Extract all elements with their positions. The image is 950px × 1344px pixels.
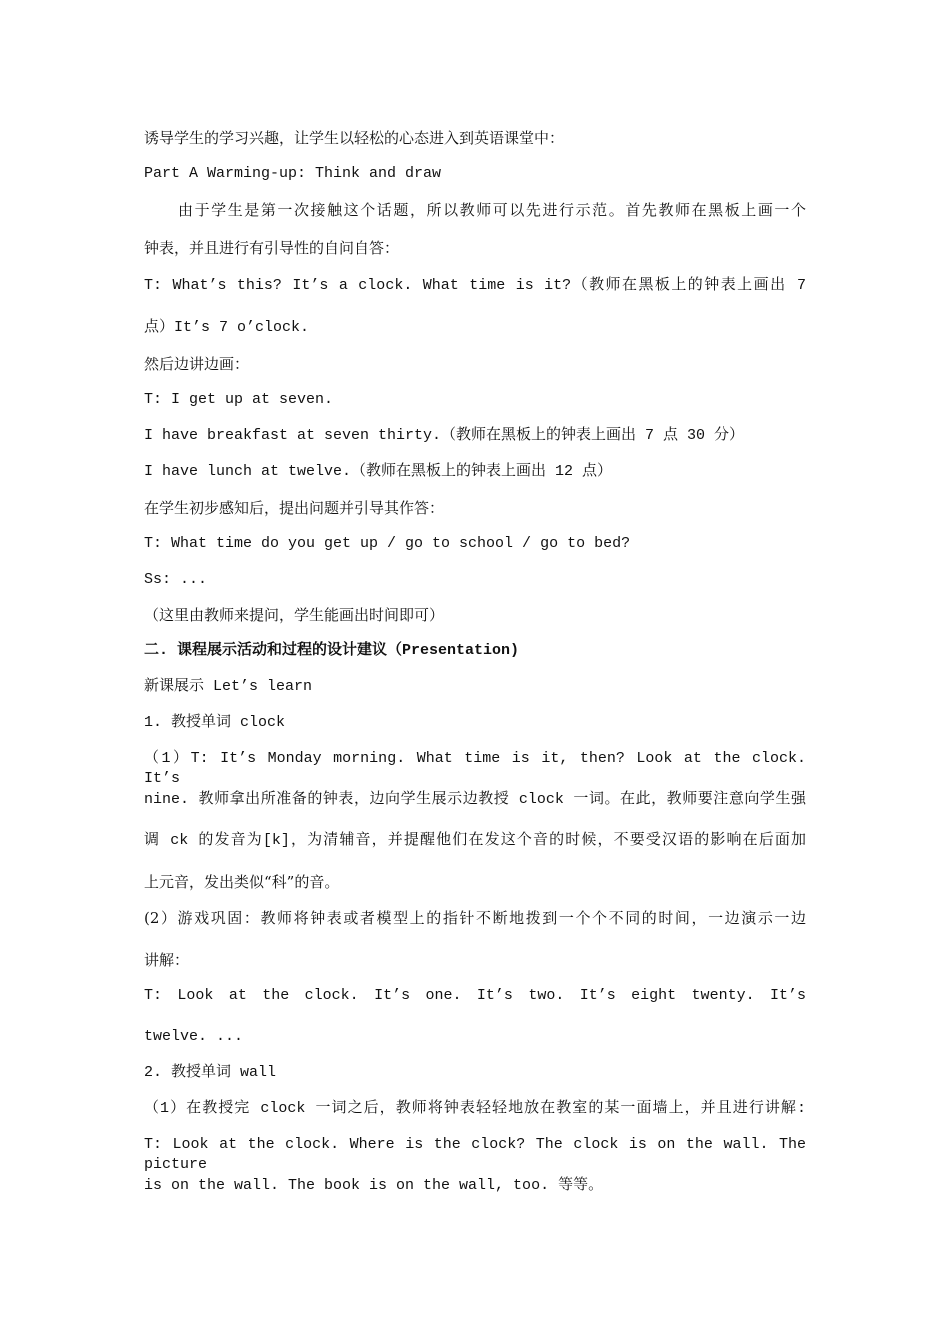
paragraph-line: （1）T: It’s Monday morning. What time is it, then? Look at the clock. It’s: [144, 750, 806, 787]
dialogue-line: I have lunch at twelve.（教师在黑板上的钟表上画出 12 点）: [144, 463, 613, 480]
paragraph-line: 上元音，发出类似“科”的音。: [144, 873, 340, 891]
dialogue-line: 点）It’s 7 o’clock.: [144, 319, 310, 336]
paragraph-line: 钟表，并且进行有引导性的自问自答：: [144, 239, 400, 257]
dialogue-line: T: I get up at seven.: [144, 391, 334, 408]
item-heading-wall: 2. 教授单词 wall: [144, 1064, 277, 1081]
paragraph-line: 讲解：: [144, 951, 190, 969]
paragraph-line: （1）在教授完 clock 一词之后，教师将钟表轻轻地放在教室的某一面墙上，并且进行讲解:: [144, 1100, 806, 1117]
dialogue-line: is on the wall. The book is on the wall, too. 等等。: [144, 1177, 604, 1194]
paragraph-line: nine. 教师拿出所准备的钟表，边向学生展示边教授 clock 一词。在此，教师要注意向学生强: [144, 791, 806, 808]
paragraph-line: 在学生初步感知后，提出问题并引导其作答：: [144, 499, 445, 517]
dialogue-line: Ss: ...: [144, 571, 208, 588]
item-heading-clock: 1. 教授单词 clock: [144, 714, 286, 731]
part-a-heading: Part A Warming-up: Think and draw: [144, 165, 442, 182]
paragraph-line: (2）游戏巩固：教师将钟表或者模型上的指针不断地拨到一个个不同的时间，一边演示一边: [144, 909, 806, 927]
dialogue-line: T: Look at the clock. Where is the clock? The clock is on the wall. The picture: [144, 1136, 806, 1173]
dialogue-line: T: Look at the clock. It’s one. It’s two. It’s eight twenty. It’s: [144, 987, 806, 1004]
paragraph-line: 调 ck 的发音为[k]，为清辅音，并提醒他们在发这个音的时候，不要受汉语的影响在后面加: [144, 832, 806, 849]
dialogue-line: T: What’s this? It’s a clock. What time is it?（教师在黑板上的钟表上画出 7: [144, 277, 806, 294]
subsection-heading: 新课展示 Let’s learn: [144, 678, 313, 695]
intro-line: 诱导学生的学习兴趣，让学生以轻松的心态进入到英语课堂中：: [144, 129, 565, 147]
dialogue-line: twelve. ...: [144, 1028, 244, 1045]
paragraph-line: 由于学生是第一次接触这个话题，所以教师可以先进行示范。首先教师在黑板上画一个: [178, 201, 806, 219]
dialogue-line: T: What time do you get up / go to school / go to bed?: [144, 535, 631, 552]
note-line: （这里由教师来提问，学生能画出时间即可）: [144, 606, 445, 624]
dialogue-line: I have breakfast at seven thirty.（教师在黑板上的钟表上画出 7 点 30 分）: [144, 427, 745, 444]
paragraph-line: 然后边讲边画：: [144, 355, 250, 373]
section-two-heading: 二. 课程展示活动和过程的设计建议（Presentation): [144, 642, 520, 659]
